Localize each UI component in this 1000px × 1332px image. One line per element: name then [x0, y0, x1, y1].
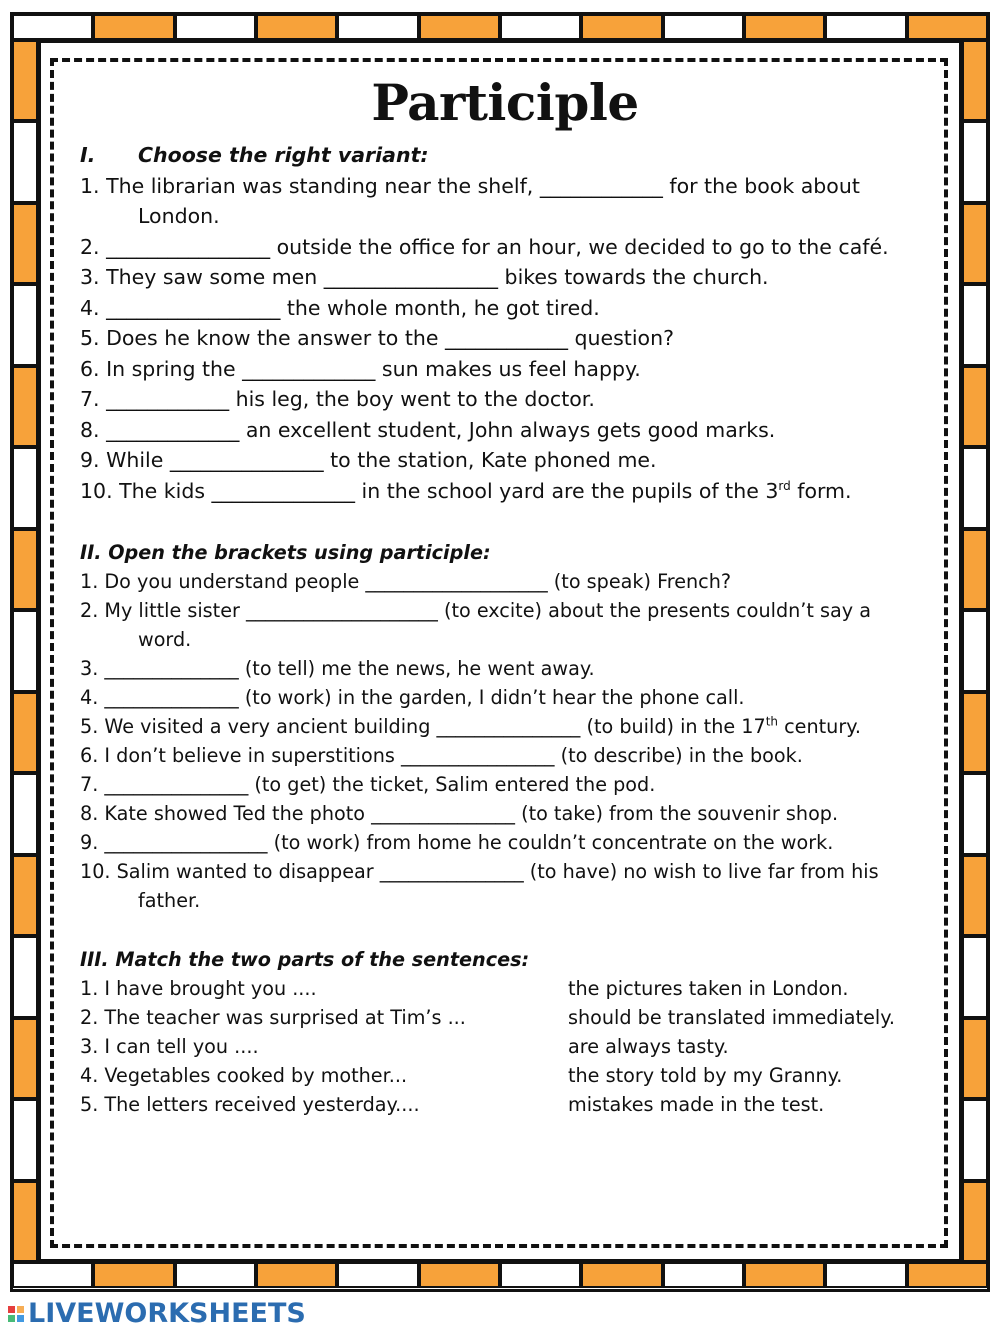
- section-1-item-3: 3. They saw some men _________________ bikes towards the church.: [80, 265, 769, 289]
- frame-tile: [962, 855, 988, 936]
- frame-tile: [962, 121, 988, 202]
- frame-tile: [12, 14, 93, 40]
- frame-tile: [12, 692, 38, 773]
- frame-tile: [744, 1262, 825, 1288]
- frame-tile: [12, 1018, 38, 1099]
- frame-tile: [175, 1262, 256, 1288]
- section-2-item-9: 9. _________________ (to work) from home he couldn’t concentrate on the work.: [80, 831, 834, 854]
- frame-tile: [12, 1181, 38, 1262]
- match-left-1: 1. I have brought you ....: [80, 977, 317, 1000]
- frame-tile: [12, 1262, 93, 1288]
- page-title: Participle: [371, 73, 639, 132]
- frame-tile: [962, 936, 988, 1017]
- section-1-heading-text: Choose the right variant:: [138, 143, 429, 167]
- frame-tile: [93, 14, 174, 40]
- frame-tile: [12, 40, 38, 121]
- match-left-3: 3. I can tell you ....: [80, 1035, 259, 1058]
- section-1-item-2: 2. ________________ outside the office for an hour, we decided to go to the café.: [80, 234, 889, 259]
- frame-strip-right: [962, 40, 988, 1262]
- section-1-list: [80, 171, 930, 507]
- frame-tile: [907, 1262, 988, 1288]
- frame-tile: [663, 1262, 744, 1288]
- frame-tile: [12, 121, 38, 202]
- frame-tile: [962, 447, 988, 528]
- frame-tile: [962, 284, 988, 365]
- section-2-item-7: 7. _______________ (to get) the ticket, Salim entered the pod.: [80, 773, 656, 796]
- frame-tile: [12, 855, 38, 936]
- section-2-item-10: 10. Salim wanted to disappear _______________ (to have) no wish to live far from his father.: [80, 860, 879, 912]
- frame-tile: [962, 529, 988, 610]
- liveworksheets-logo: [8, 1298, 306, 1329]
- frame-tile: [256, 1262, 337, 1288]
- section-1-item-1: 1. The librarian was standing near the shelf, ____________ for the book about London.: [80, 173, 860, 228]
- section-1-item-6: 6. In spring the _____________ sun makes us feel happy.: [80, 356, 641, 381]
- section-1-item-9: 9. While _______________ to the station, Kate phoned me.: [80, 448, 657, 472]
- frame-tile: [962, 366, 988, 447]
- frame-tile: [907, 14, 988, 40]
- frame-strip-left: [12, 40, 38, 1262]
- match-row: [80, 1090, 930, 1119]
- section-1-number: I.: [80, 143, 96, 167]
- section-2-heading: II. Open the brackets using participle:: [80, 541, 491, 564]
- frame-tile: [962, 40, 988, 121]
- section-2: [80, 538, 930, 915]
- frame-tile: [962, 610, 988, 691]
- frame-strip-bottom: [12, 1262, 988, 1288]
- frame-tile: [419, 14, 500, 40]
- section-1-item-10: 10. The kids ______________ in the school yard are the pupils of the 3rd form.: [80, 478, 852, 503]
- section-1-heading: [80, 140, 930, 171]
- match-row: [80, 1003, 930, 1032]
- section-2-item-4: 4. ______________ (to work) in the garden, I didn’t hear the phone call.: [80, 686, 745, 709]
- section-2-item-8: 8. Kate showed Ted the photo _______________ (to take) from the souvenir shop.: [80, 802, 839, 825]
- frame-tile: [825, 14, 906, 40]
- match-left-4: 4. Vegetables cooked by mother...: [80, 1064, 408, 1087]
- section-2-item-1: 1. Do you understand people ___________________ (to speak) French?: [80, 570, 732, 593]
- match-left-5: 5. The letters received yesterday....: [80, 1093, 420, 1116]
- section-3-heading: III. Match the two parts of the sentences:: [80, 948, 530, 971]
- frame-tile: [12, 610, 38, 691]
- frame-tile: [581, 14, 662, 40]
- match-row: [80, 1032, 930, 1061]
- frame-tile: [12, 366, 38, 447]
- logo-text: LIVEWORKSHEETS: [28, 1298, 306, 1329]
- match-row: [80, 1061, 930, 1090]
- frame-tile: [962, 692, 988, 773]
- frame-tile: [175, 14, 256, 40]
- match-right-5: mistakes made in the test.: [568, 1093, 825, 1116]
- frame-tile: [962, 203, 988, 284]
- section-2-item-3: 3. ______________ (to tell) me the news, he went away.: [80, 657, 595, 680]
- frame-tile: [12, 936, 38, 1017]
- match-right-3: are always tasty.: [568, 1035, 729, 1058]
- frame-tile: [337, 14, 418, 40]
- section-2-item-6: 6. I don’t believe in superstitions ________________ (to describe) in the book.: [80, 744, 803, 767]
- frame-tile: [500, 1262, 581, 1288]
- frame-tile: [12, 284, 38, 365]
- match-left-2: 2. The teacher was surprised at Tim’s ...: [80, 1006, 466, 1029]
- match-row: [80, 974, 930, 1003]
- section-2-item-2: 2. My little sister ____________________ (to excite) about the presents couldn’t say a word.: [80, 599, 871, 651]
- frame-tile: [12, 447, 38, 528]
- frame-strip-top: [12, 14, 988, 40]
- worksheet-content: [80, 72, 930, 1119]
- section-2-list: [80, 567, 930, 915]
- match-table: [80, 974, 930, 1119]
- frame-tile: [962, 1018, 988, 1099]
- frame-tile: [419, 1262, 500, 1288]
- frame-tile: [12, 1099, 38, 1180]
- frame-tile: [93, 1262, 174, 1288]
- frame-tile: [12, 203, 38, 284]
- frame-tile: [663, 14, 744, 40]
- frame-tile: [581, 1262, 662, 1288]
- match-right-2: should be translated immediately.: [568, 1006, 895, 1029]
- match-right-4: the story told by my Granny.: [568, 1064, 843, 1087]
- frame-tile: [256, 14, 337, 40]
- frame-tile: [962, 1181, 988, 1262]
- match-right-1: the pictures taken in London.: [568, 977, 849, 1000]
- frame-tile: [744, 14, 825, 40]
- frame-tile: [500, 14, 581, 40]
- frame-tile: [12, 773, 38, 854]
- section-1-item-7: 7. ____________ his leg, the boy went to the doctor.: [80, 387, 595, 411]
- frame-tile: [962, 773, 988, 854]
- section-2-item-5: 5. We visited a very ancient building _______________ (to build) in the 17th century.: [80, 714, 861, 738]
- logo-blocks-icon: [8, 1306, 24, 1322]
- section-1-item-4: 4. _________________ the whole month, he got tired.: [80, 295, 600, 320]
- frame-tile: [962, 1099, 988, 1180]
- frame-tile: [12, 529, 38, 610]
- section-3: [80, 945, 930, 1119]
- frame-tile: [825, 1262, 906, 1288]
- frame-tile: [337, 1262, 418, 1288]
- section-1-item-8: 8. _____________ an excellent student, John always gets good marks.: [80, 417, 776, 442]
- section-1-item-5: 5. Does he know the answer to the ____________ question?: [80, 326, 674, 350]
